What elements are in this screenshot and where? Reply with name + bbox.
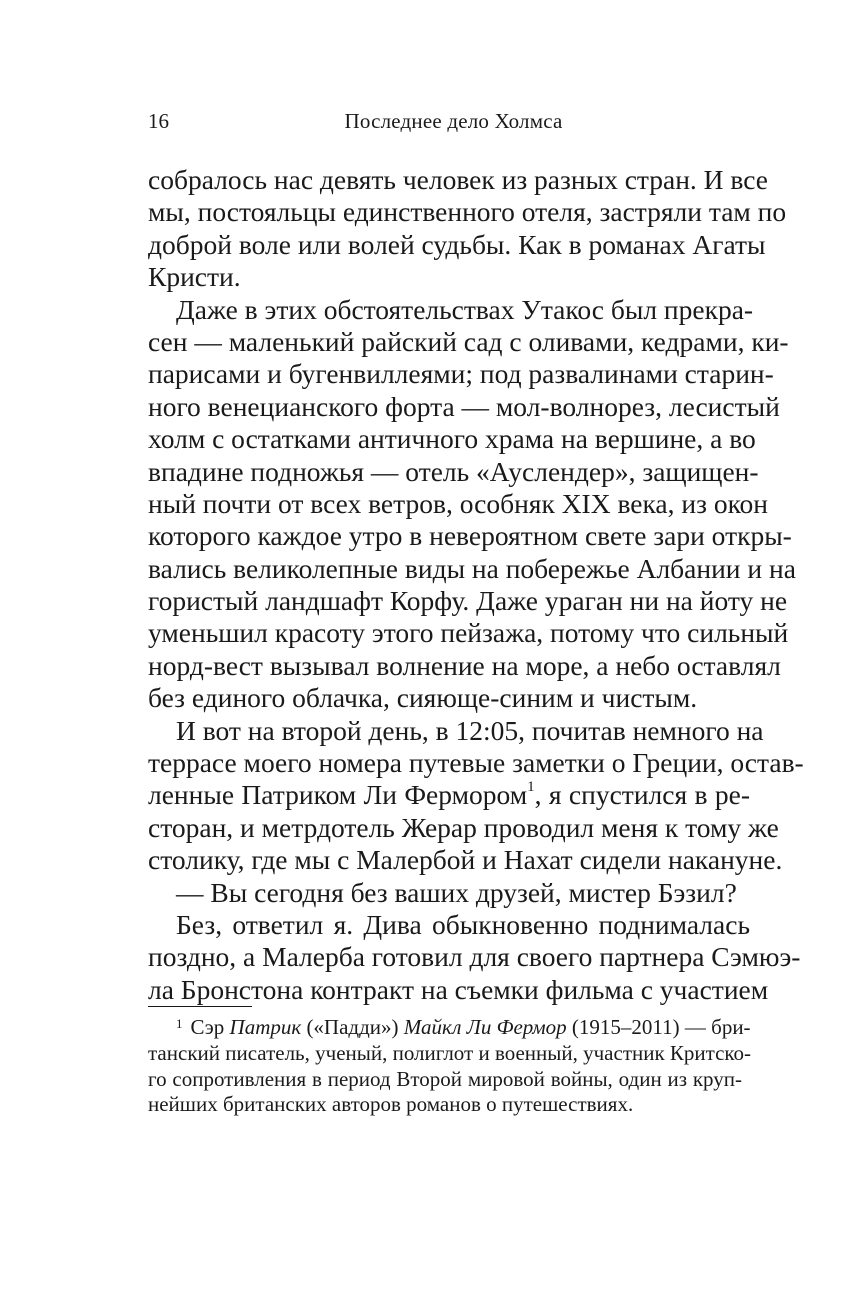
text-line: ный почти от всех ветров, особняк XIX века, из окон bbox=[148, 487, 769, 519]
footnote-number: 1 bbox=[176, 1016, 183, 1031]
book-title: Последнее дело Холмса bbox=[344, 109, 563, 133]
footnote-line: танский писатель, ученый, полиглот и военный, участник Критско- bbox=[148, 1040, 752, 1065]
text-line: сен — маленький райский сад с оливами, кедрами, ки- bbox=[148, 325, 789, 357]
text-line: ного венецианского форта — мол-волнорез, лесистый bbox=[148, 390, 780, 422]
text-line: гористый ландшафт Корфу. Даже ураган ни на йоту не bbox=[148, 585, 788, 617]
page-number: 16 bbox=[148, 109, 169, 133]
text-line: норд-вест вызывал волнение на море, а небо оставлял bbox=[148, 649, 781, 681]
footnote-name-italic: Майкл Ли Фермор bbox=[403, 1015, 567, 1039]
footnote-line: нейших британских авторов романов о путешествиях. bbox=[148, 1092, 634, 1117]
footnote-line bbox=[148, 1015, 751, 1041]
footnote-divider bbox=[148, 1006, 252, 1007]
text-line: Даже в этих обстоятельствах Утакос был прекра- bbox=[176, 293, 754, 325]
text-line: собралось нас девять человек из разных стран. И все bbox=[148, 164, 768, 195]
text-line: парисами и бугенвиллеями; под развалинами старин- bbox=[148, 358, 774, 390]
text-line: Кристи. bbox=[148, 261, 241, 293]
text-line: столику, где мы с Малербой и Нахат сидели накануне. bbox=[148, 844, 783, 876]
text-line: холм с остатками античного храма на вершине, а во bbox=[148, 423, 756, 455]
footnote bbox=[148, 1015, 752, 1118]
text-line: сторан, и метрдотель Жерар проводил меня к тому же bbox=[148, 811, 779, 843]
text-line: вались великолепные виды на побережье Албании и на bbox=[148, 552, 796, 584]
text-line: ла Бронстона контракт на съемки фильма с участием bbox=[148, 973, 769, 1005]
text-line: Без, ответил я. Дива обыкновенно поднималась bbox=[176, 908, 750, 940]
text-line: террасе моего номера путевые заметки о Греции, остав- bbox=[148, 747, 804, 779]
text-line: которого каждое утро в невероятном свете зари откры- bbox=[148, 520, 792, 552]
running-head bbox=[148, 106, 759, 136]
dialogue-line: — Вы сегодня без ваших друзей, мистер Бэзил? bbox=[176, 876, 737, 908]
text-line: уменьшил красоту этого пейзажа, потому что сильный bbox=[148, 617, 789, 649]
footnote-text: Сэр bbox=[190, 1015, 230, 1039]
text-line: мы, постояльцы единственного отеля, застряли там по bbox=[148, 196, 787, 228]
text-line: доброй воле или волей судьбы. Как в романах Агаты bbox=[148, 228, 766, 260]
text-line: И вот на второй день, в 12:05, почитав немного на bbox=[176, 714, 764, 746]
text-line bbox=[148, 779, 750, 811]
text-line: впадине подножья — отель «Ауслендер», защищен- bbox=[148, 455, 759, 487]
body-text bbox=[148, 164, 804, 1006]
text-line: поздно, а Малерба готовил для своего партнера Сэмюэ- bbox=[148, 941, 801, 973]
footnote-line: го сопротивления в период Второй мировой войны, один из круп- bbox=[148, 1066, 742, 1091]
footnote-text: («Падди») bbox=[301, 1015, 404, 1039]
text-line: без единого облачка, сияюще-синим и чистым. bbox=[148, 682, 698, 714]
footnote-reference[interactable]: 1 bbox=[527, 779, 535, 796]
footnote-text: (1915–2011) — бри- bbox=[566, 1015, 751, 1039]
text-fragment: ленные Патриком Ли Фермором bbox=[148, 779, 528, 811]
text-fragment: , я спустился в ре- bbox=[534, 779, 750, 811]
footnote-name-italic: Патрик bbox=[229, 1015, 302, 1039]
